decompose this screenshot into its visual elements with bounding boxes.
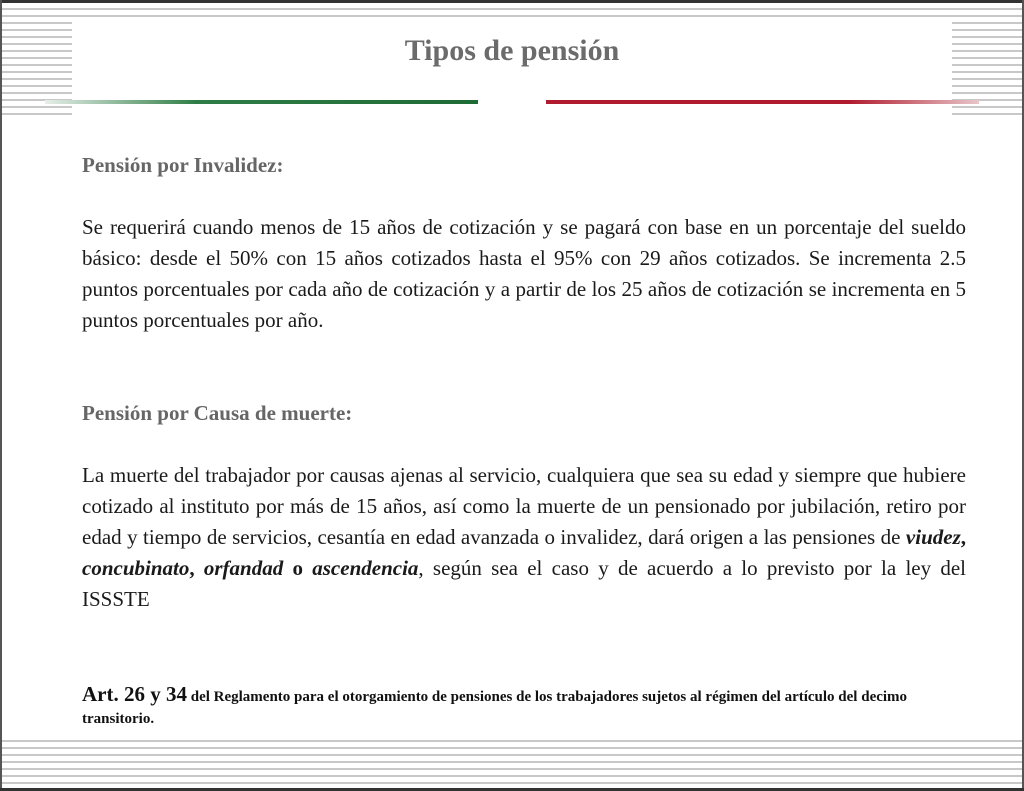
frame-left-border <box>0 0 2 791</box>
term-viudez: viudez <box>905 525 961 549</box>
term-concubinato: concubinato <box>82 556 190 580</box>
red-accent-bar <box>546 100 979 104</box>
term-ascendencia: ascendencia <box>312 556 419 580</box>
section-body-causa-muerte <box>82 460 966 615</box>
footnote-text: del Reglamento para el otorgamiento de pensiones de los trabajadores sujetos al régimen del artículo del decimo transitorio. <box>82 689 908 727</box>
section-heading-causa-muerte: Pensión por Causa de muerte: <box>82 401 353 425</box>
section-heading-invalidez: Pensión por Invalidez: <box>82 153 284 177</box>
frame-top-border <box>0 0 1024 3</box>
green-accent-bar <box>45 100 478 104</box>
conjunction: o <box>283 556 313 580</box>
body-text-end: , según sea el caso y de acuerdo a lo previsto por la ley del ISSSTE <box>82 556 967 611</box>
separator: , <box>960 525 966 549</box>
footnote <box>82 683 966 730</box>
decorative-stripes-bottom <box>2 740 1022 786</box>
body-text: La muerte del trabajador por causas ajenas al servicio, cualquiera que sea su edad y siempre que hubiere cotizado al instituto por más de 15 años, así como la muerte de un pensionado por jubilación, retiro por edad y tiempo de servicios, cesantía en edad avanzada o invalidez, dará origen a las pensiones de <box>82 463 966 549</box>
term-orfandad: orfandad <box>203 556 284 580</box>
footnote-article: Art. 26 y 34 <box>82 682 187 706</box>
slide-content <box>82 150 966 730</box>
section-body-invalidez: Se requerirá cuando menos de 15 años de cotización y se pagará con base en un porcentaje del sueldo básico: desde el 50% con 15 años cotizados hasta el 95% con 29 años cotizados. Se incrementa 2.5 puntos porcentuales por cada año de cotización y a partir de los 25 años de cotización se incrementa en 5 puntos porcentuales por año. <box>82 215 966 332</box>
slide-title: Tipos de pensión <box>404 34 620 67</box>
separator: , <box>189 556 204 580</box>
